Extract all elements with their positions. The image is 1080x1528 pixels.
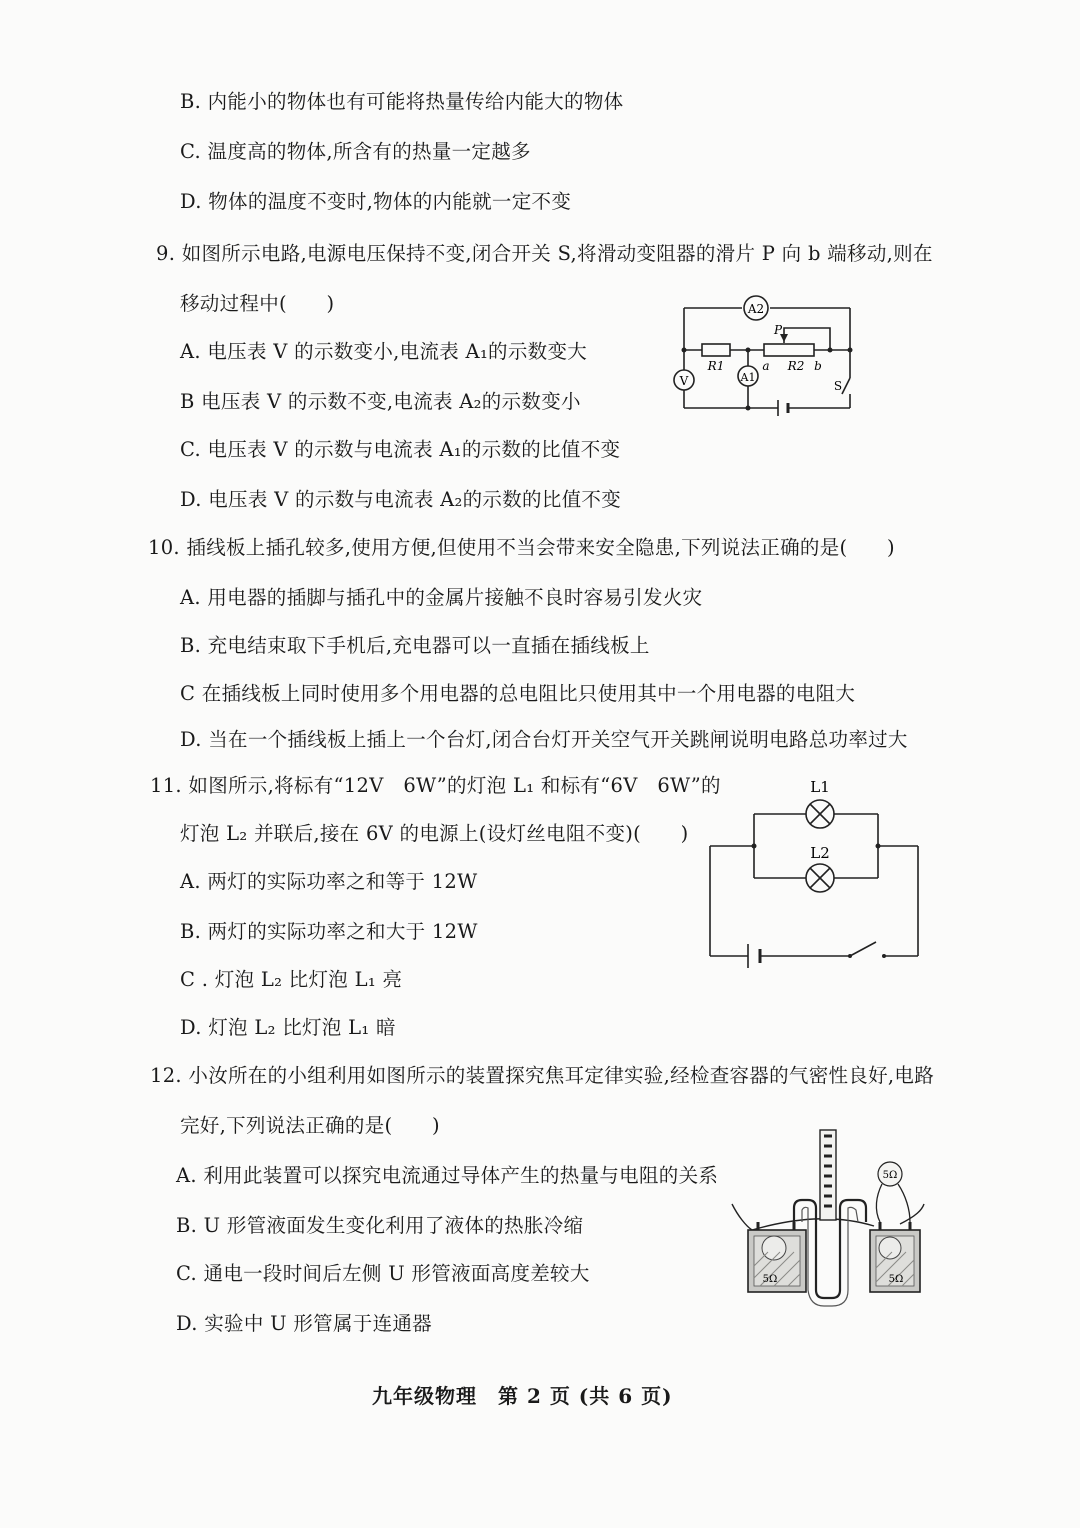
q12-stem: 12. 小汝所在的小组利用如图所示的装置探究焦耳定律实验,经检查容器的气密性良好,电路 [150, 1064, 935, 1087]
a1-label: A1 [740, 371, 756, 384]
q11-stem: 11. 如图所示,将标有“12V 6W”的灯泡 L₁ 和标有“6V 6W”的 [150, 774, 721, 797]
q12-option-b: B. U 形管液面发生变化利用了液体的热胀冷缩 [176, 1214, 584, 1237]
q8-option-c: C. 温度高的物体,所含有的热量一定越多 [180, 140, 531, 163]
q10-option-a: A. 用电器的插脚与插孔中的金属片接触不良时容易引发火灾 [180, 586, 703, 609]
p-label: P [773, 323, 783, 337]
r1-label: R1 [707, 359, 725, 373]
q9-option-b: B 电压表 V 的示数不变,电流表 A₂的示数变小 [180, 390, 581, 413]
external-resistor-label: 5Ω [882, 1170, 898, 1181]
q11-option-b: B. 两灯的实际功率之和大于 12W [180, 920, 478, 943]
q12-option-d: D. 实验中 U 形管属于连通器 [176, 1312, 432, 1335]
q8-option-d: D. 物体的温度不变时,物体的内能就一定不变 [180, 190, 572, 213]
q11-circuit-diagram [700, 770, 930, 980]
right-resistor-label: 5Ω [888, 1274, 904, 1285]
a2-label: A2 [747, 302, 765, 316]
q10-stem: 10. 插线板上插孔较多,使用方便,但使用不当会带来安全隐患,下列说法正确的是( ) [148, 536, 895, 559]
q10-option-b: B. 充电结束取下手机后,充电器可以一直插在插线板上 [180, 634, 650, 657]
s-label: S [833, 379, 843, 393]
q11-option-d: D. 灯泡 L₂ 比灯泡 L₁ 暗 [180, 1016, 396, 1039]
l1-label: L1 [810, 778, 830, 796]
q12-joule-apparatus [724, 1126, 934, 1310]
q9-stem-cont: 移动过程中( ) [180, 292, 335, 315]
l2-label: L2 [810, 844, 830, 862]
q8-option-b: B. 内能小的物体也有可能将热量传给内能大的物体 [180, 90, 624, 113]
a-label: a [762, 359, 770, 373]
q9-stem: 9. 如图所示电路,电源电压保持不变,闭合开关 S,将滑动变阻器的滑片 P 向 b 端移动,则在 [156, 242, 933, 265]
left-resistor-label: 5Ω [762, 1274, 778, 1285]
page-footer: 九年级物理 第 2 页 (共 6 页) [372, 1384, 673, 1408]
q10-option-d: D. 当在一个插线板上插上一个台灯,闭合台灯开关空气开关跳闸说明电路总功率过大 [180, 728, 908, 751]
q10-option-c: C 在插线板上同时使用多个用电器的总电阻比只使用其中一个用电器的电阻大 [180, 682, 856, 705]
q9-option-a: A. 电压表 V 的示数变小,电流表 A₁的示数变大 [180, 340, 588, 363]
q9-circuit-diagram [662, 290, 872, 420]
v-label: V [679, 374, 689, 388]
q9-option-c: C. 电压表 V 的示数与电流表 A₁的示数的比值不变 [180, 438, 621, 461]
q12-option-a: A. 利用此装置可以探究电流通过导体产生的热量与电阻的关系 [176, 1164, 719, 1187]
q11-stem-cont: 灯泡 L₂ 并联后,接在 6V 的电源上(设灯丝电阻不变)( ) [180, 822, 689, 845]
q11-option-a: A. 两灯的实际功率之和等于 12W [180, 870, 478, 893]
q9-option-d: D. 电压表 V 的示数与电流表 A₂的示数的比值不变 [180, 488, 622, 511]
b-label: b [814, 359, 822, 373]
q12-option-c: C. 通电一段时间后左侧 U 形管液面高度差较大 [176, 1262, 590, 1285]
r2-label: R2 [787, 359, 805, 373]
q12-stem-cont: 完好,下列说法正确的是( ) [180, 1114, 440, 1137]
q11-option-c: C . 灯泡 L₂ 比灯泡 L₁ 亮 [180, 968, 403, 991]
